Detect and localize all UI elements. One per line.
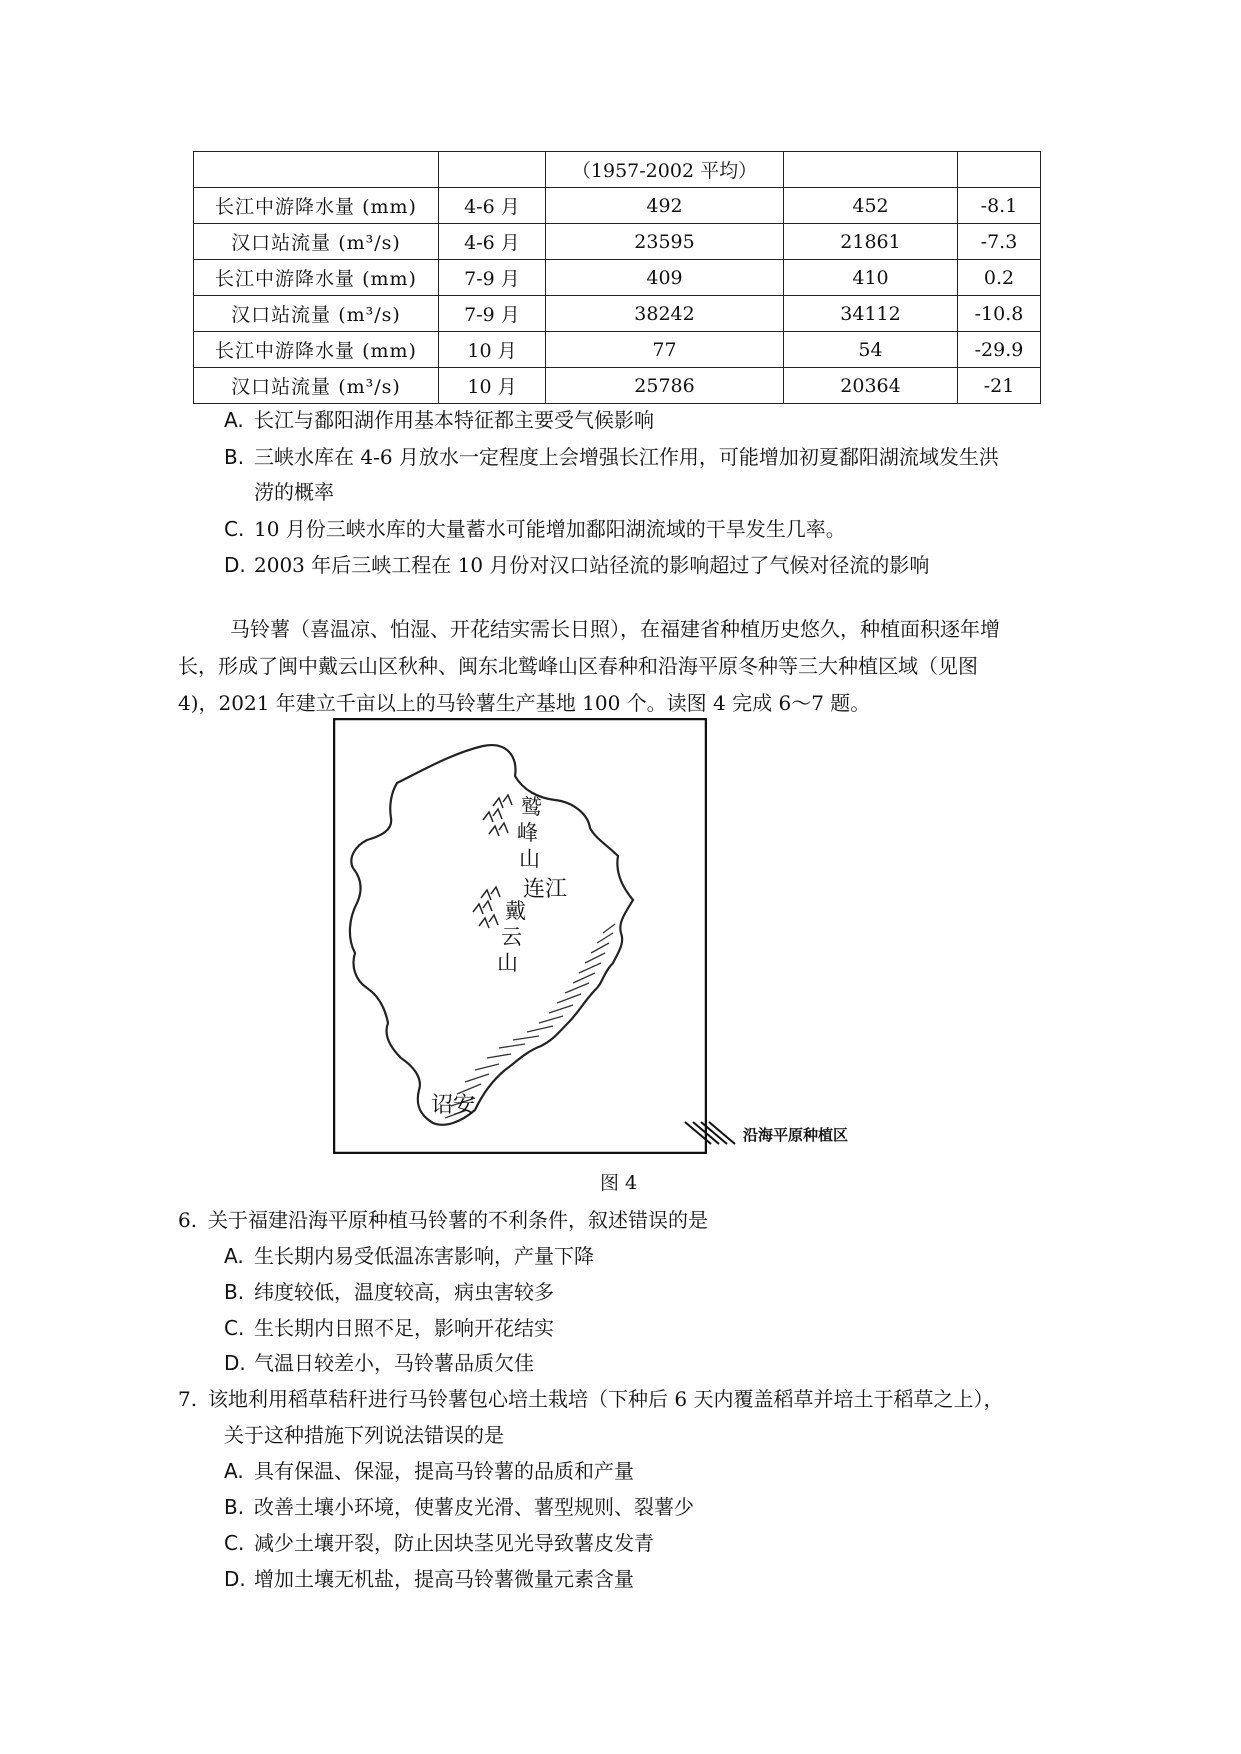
option-key: A.: [224, 408, 244, 432]
question-number: 7.: [178, 1387, 198, 1411]
q6-option-a: [224, 1241, 594, 1271]
table-cell: -21: [958, 368, 1041, 404]
option-text: 生长期内日照不足，影响开花结实: [254, 1316, 554, 1340]
map-label-mountain1: 山: [519, 848, 540, 871]
question-7-stem-continued: 关于这种措施下列说法错误的是: [224, 1423, 504, 1447]
table-cell: 77: [546, 332, 784, 368]
table-cell: [194, 152, 439, 188]
table-cell: 10 月: [439, 332, 546, 368]
map-label-mountain1: 鹫: [521, 796, 542, 819]
option-key: D.: [224, 553, 246, 577]
table-cell: 10 月: [439, 368, 546, 404]
q7-option-c: [224, 1528, 654, 1558]
q7-option-d: [224, 1564, 634, 1594]
table-cell: 汉口站流量 (m³/s): [194, 296, 439, 332]
map-label-mountain2: 山: [497, 952, 518, 975]
table-row: [194, 188, 1041, 224]
table-row: [194, 296, 1041, 332]
table-cell: 7-9 月: [439, 296, 546, 332]
q5-option-d: [224, 550, 929, 580]
table-cell: 492: [546, 188, 784, 224]
question-6-stem: [178, 1205, 708, 1235]
option-text: 10 月份三峡水库的大量蓄水可能增加鄱阳湖流域的干旱发生几率。: [254, 517, 846, 541]
option-text: 2003 年后三峡工程在 10 月份对汉口站径流的影响超过了气候对径流的影响: [254, 553, 930, 577]
table-cell: 410: [784, 260, 958, 296]
table-cell: 4-6 月: [439, 188, 546, 224]
option-key: B.: [224, 1495, 245, 1519]
table-cell: 21861: [784, 224, 958, 260]
table-cell: 长江中游降水量 (mm): [194, 260, 439, 296]
table-row: [194, 332, 1041, 368]
q5-option-a: [224, 405, 654, 435]
table-row: [194, 368, 1041, 404]
table-cell: 452: [784, 188, 958, 224]
option-text: 减少土壤开裂，防止因块茎见光导致薯皮发青: [254, 1531, 654, 1555]
q7-option-a: [224, 1456, 634, 1486]
option-text: 具有保温、保湿，提高马铃薯的品质和产量: [254, 1459, 634, 1483]
option-text: 三峡水库在 4-6 月放水一定程度上会增强长江作用，可能增加初夏鄱阳湖流域发生洪: [254, 445, 999, 469]
table-cell: 0.2: [958, 260, 1041, 296]
map-label-zhaoan: 诏安: [431, 1092, 476, 1117]
table-cell: 7-9 月: [439, 260, 546, 296]
table-cell: （1957-2002 平均）: [546, 152, 784, 188]
table-header-row: [194, 152, 1041, 188]
map-label-mountain2: 云: [501, 926, 522, 949]
table-cell: 20364: [784, 368, 958, 404]
question-text: 该地利用稻草秸秆进行马铃薯包心培土栽培（下种后 6 天内覆盖稻草并培土于稻草之上），: [208, 1387, 1004, 1411]
option-key: D.: [224, 1351, 246, 1375]
table-cell: 34112: [784, 296, 958, 332]
table-cell: 54: [784, 332, 958, 368]
option-text: 改善土壤小环境，使薯皮光滑、薯型规则、裂薯少: [254, 1495, 694, 1519]
table-cell: 409: [546, 260, 784, 296]
table-cell: -7.3: [958, 224, 1041, 260]
table-cell: 38242: [546, 296, 784, 332]
table-cell: 汉口站流量 (m³/s): [194, 224, 439, 260]
passage-line-3: 4)，2021 年建立千亩以上的马铃薯生产基地 100 个。读图 4 完成 6～7 题。: [178, 691, 871, 715]
table-row: [194, 224, 1041, 260]
passage-line-1: 马铃薯（喜温凉、怕湿、开花结实需长日照），在福建省种植历史悠久，种植面积逐年增: [230, 617, 1000, 641]
question-7-stem: [178, 1384, 1003, 1414]
q7-option-b: [224, 1492, 694, 1522]
option-text: 纬度较低，温度较高，病虫害较多: [254, 1280, 554, 1304]
table-cell: 汉口站流量 (m³/s): [194, 368, 439, 404]
q6-option-c: [224, 1313, 554, 1343]
fujian-map: [333, 718, 707, 1154]
q6-option-d: [224, 1348, 534, 1378]
question-number: 6.: [178, 1208, 198, 1232]
q6-option-b: [224, 1277, 554, 1307]
table-cell: 25786: [546, 368, 784, 404]
option-key: C.: [224, 1531, 245, 1555]
option-key: C.: [224, 1316, 245, 1340]
option-key: D.: [224, 1567, 246, 1591]
legend-label: 沿海平原种植区: [743, 1126, 849, 1144]
q5-option-b-continued: [224, 477, 334, 507]
map-label-mountain1: 峰: [517, 822, 538, 845]
figure-caption: 图 4: [600, 1172, 638, 1194]
table-cell: [439, 152, 546, 188]
option-key: B.: [224, 1280, 245, 1304]
option-key: A.: [224, 1459, 244, 1483]
option-key: A.: [224, 1244, 244, 1268]
table-cell: [958, 152, 1041, 188]
option-text: 涝的概率: [254, 480, 334, 504]
option-text: 气温日较差小，马铃薯品质欠佳: [254, 1351, 534, 1375]
q5-option-c: [224, 514, 846, 544]
table-cell: 长江中游降水量 (mm): [194, 188, 439, 224]
option-text: 长江与鄱阳湖作用基本特征都主要受气候影响: [254, 408, 654, 432]
option-text: 增加土壤无机盐，提高马铃薯微量元素含量: [254, 1567, 634, 1591]
map-label-lianjiang: 连江: [523, 876, 568, 901]
option-text: 生长期内易受低温冻害影响，产量下降: [254, 1244, 594, 1268]
table-cell: 4-6 月: [439, 224, 546, 260]
question-text: 关于福建沿海平原种植马铃薯的不利条件，叙述错误的是: [208, 1208, 708, 1232]
table-cell: 长江中游降水量 (mm): [194, 332, 439, 368]
option-key: C.: [224, 517, 245, 541]
data-table: [193, 151, 1041, 404]
q5-option-b: [224, 442, 999, 472]
table-cell: 23595: [546, 224, 784, 260]
table-row: [194, 260, 1041, 296]
map-label-mountain2: 戴: [505, 900, 526, 923]
table-cell: -8.1: [958, 188, 1041, 224]
table-cell: [784, 152, 958, 188]
option-key: B.: [224, 445, 245, 469]
table-cell: -10.8: [958, 296, 1041, 332]
legend-hatch-icon: [683, 1118, 741, 1148]
passage-line-2: 长，形成了闽中戴云山区秋种、闽东北鹫峰山区春种和沿海平原冬种等三大种植区域（见图: [178, 654, 978, 678]
table-cell: -29.9: [958, 332, 1041, 368]
